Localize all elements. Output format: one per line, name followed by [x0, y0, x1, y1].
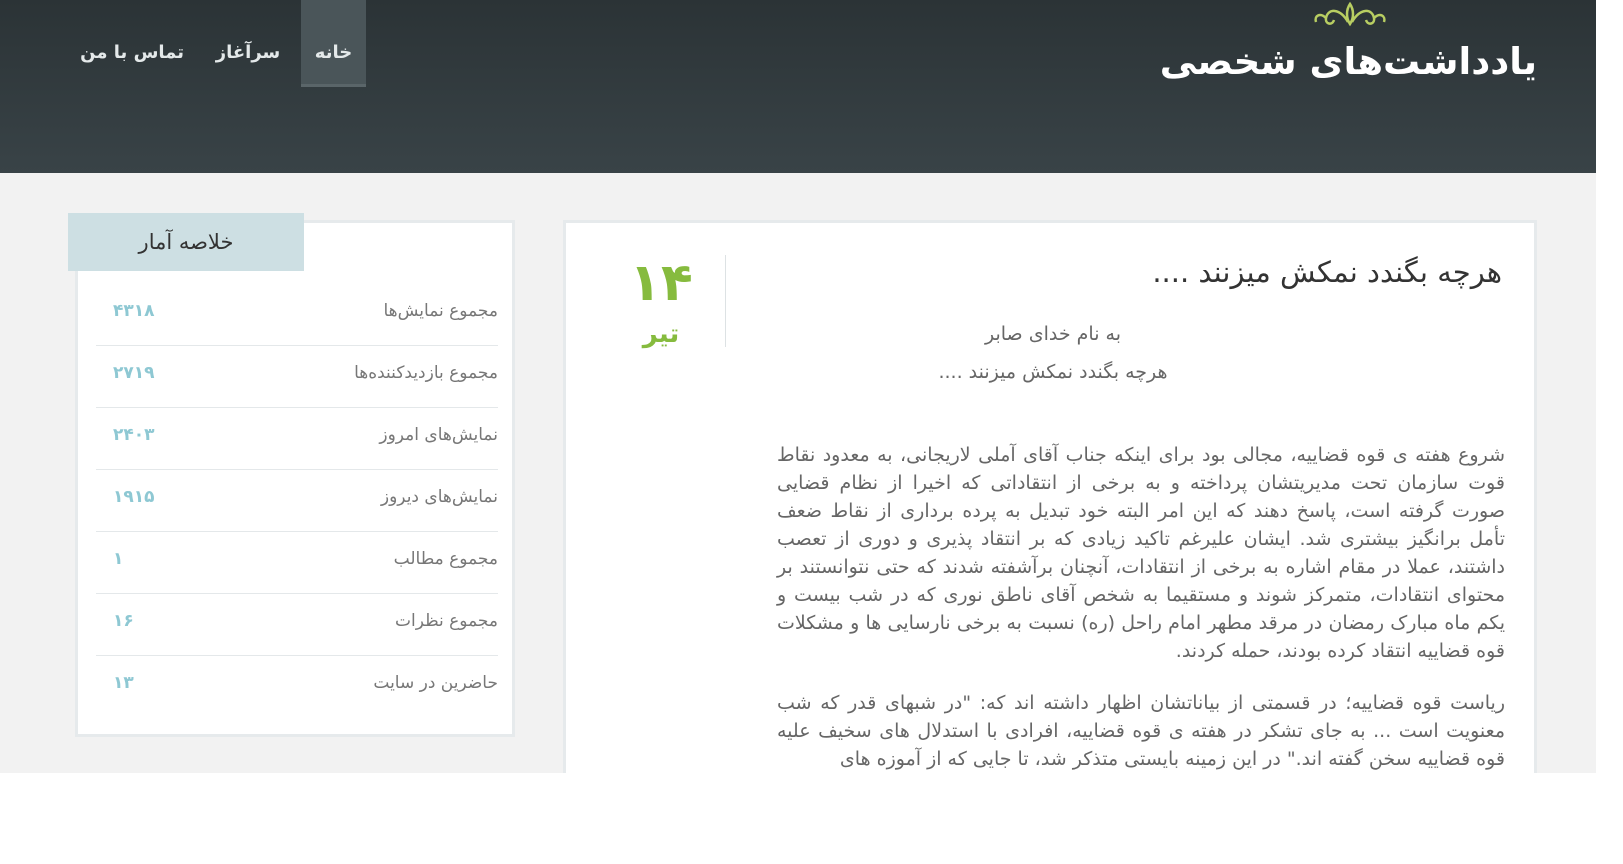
stat-value: ۱۹۱۵ — [113, 487, 155, 507]
site-title[interactable]: یادداشت‌های شخصی — [1159, 40, 1537, 83]
post-card — [563, 220, 1537, 773]
stat-value: ۱ — [113, 549, 124, 569]
stat-row — [96, 469, 498, 532]
stat-label: نمایش‌های امروز — [379, 425, 498, 445]
stat-row — [96, 407, 498, 470]
stat-label: نمایش‌های دیروز — [380, 487, 498, 507]
stat-value: ۴۳۱۸ — [113, 301, 155, 321]
stat-row — [96, 345, 498, 408]
stat-row — [96, 655, 498, 717]
stat-label: مجموع نظرات — [394, 611, 498, 631]
post-date-day: ۱۴ — [629, 253, 693, 313]
post-paragraph: ریاست قوه قضاییه؛ در قسمتی از بیاناتشان اظهار داشته اند که: "در شبهای قدر که شب معنویت است ... به جای تشکر در هفته ی قوه قضاییه، افرادی با استدلال های سخیف علیه قوه قضاییه سخن گفته اند." در این زمینه بایستی متذکر شد، تا جایی که از آموزه های — [777, 692, 1505, 770]
nav-intro[interactable]: سرآغاز — [215, 42, 281, 63]
post-greeting: به نام خدای صابر — [985, 323, 1121, 345]
stats-widget-title: خلاصه آمار — [68, 213, 304, 271]
nav-home[interactable]: خانه — [301, 0, 366, 87]
stat-row — [96, 531, 498, 594]
site-header — [0, 0, 1596, 173]
stat-label: حاضرین در سایت — [373, 673, 498, 693]
stat-value: ۱۶ — [113, 611, 134, 631]
stat-value: ۱۳ — [113, 673, 134, 693]
post-subtitle: هرچه بگندد نمکش میزنند .... — [938, 361, 1168, 383]
logo-ornament-icon — [1310, 0, 1390, 30]
stat-value: ۲۴۰۳ — [113, 425, 155, 445]
stat-label: مجموع نمایش‌ها — [383, 301, 498, 321]
nav-contact[interactable]: تماس با من — [80, 42, 184, 63]
stat-row — [96, 593, 498, 656]
stat-value: ۲۷۱۹ — [113, 363, 155, 383]
stat-label: مجموع مطالب — [393, 549, 498, 569]
stat-label: مجموع بازدیدکننده‌ها — [354, 363, 498, 383]
stat-row — [96, 283, 498, 346]
post-date-month: تیر — [642, 319, 680, 349]
post-title[interactable]: هرچه بگندد نمکش میزنند .... — [1152, 255, 1502, 289]
stats-widget — [75, 220, 515, 737]
post-paragraph: شروع هفته ی قوه قضاییه، مجالی بود برای اینکه جناب آقای آملی لاریجانی، به معدود نقاط قوت سازمان تحت مدیریتشان پرداخته و به برخی از انتقاداتی که اخیرا از نظام قضایی صورت گرفته است، پاسخ دهند که این امر البته خود تبدیل به پرده برداری از نقاط ضعف تأمل برانگیز بیشتری شد. ایشان علیرغم تاکید زیادی که بر انتقاد پذیری و دوری از تعصب داشتند، عملا در مقام اشاره به برخی از انتقادات، آنچنان برآشفته شدند که حتی نتوانستند بر محتوای انتقادات، متمرکز شوند و مستقیما به شخص آقای ناطق نوری که در شب بیست و یکم ماه مبارک رمضان در مرقد مطهر امام راحل (ره) نسبت به برخی نارسایی ها و مشکلات قوه قضاییه انتقاد کرده بودند، حمله کردند. — [777, 444, 1505, 662]
